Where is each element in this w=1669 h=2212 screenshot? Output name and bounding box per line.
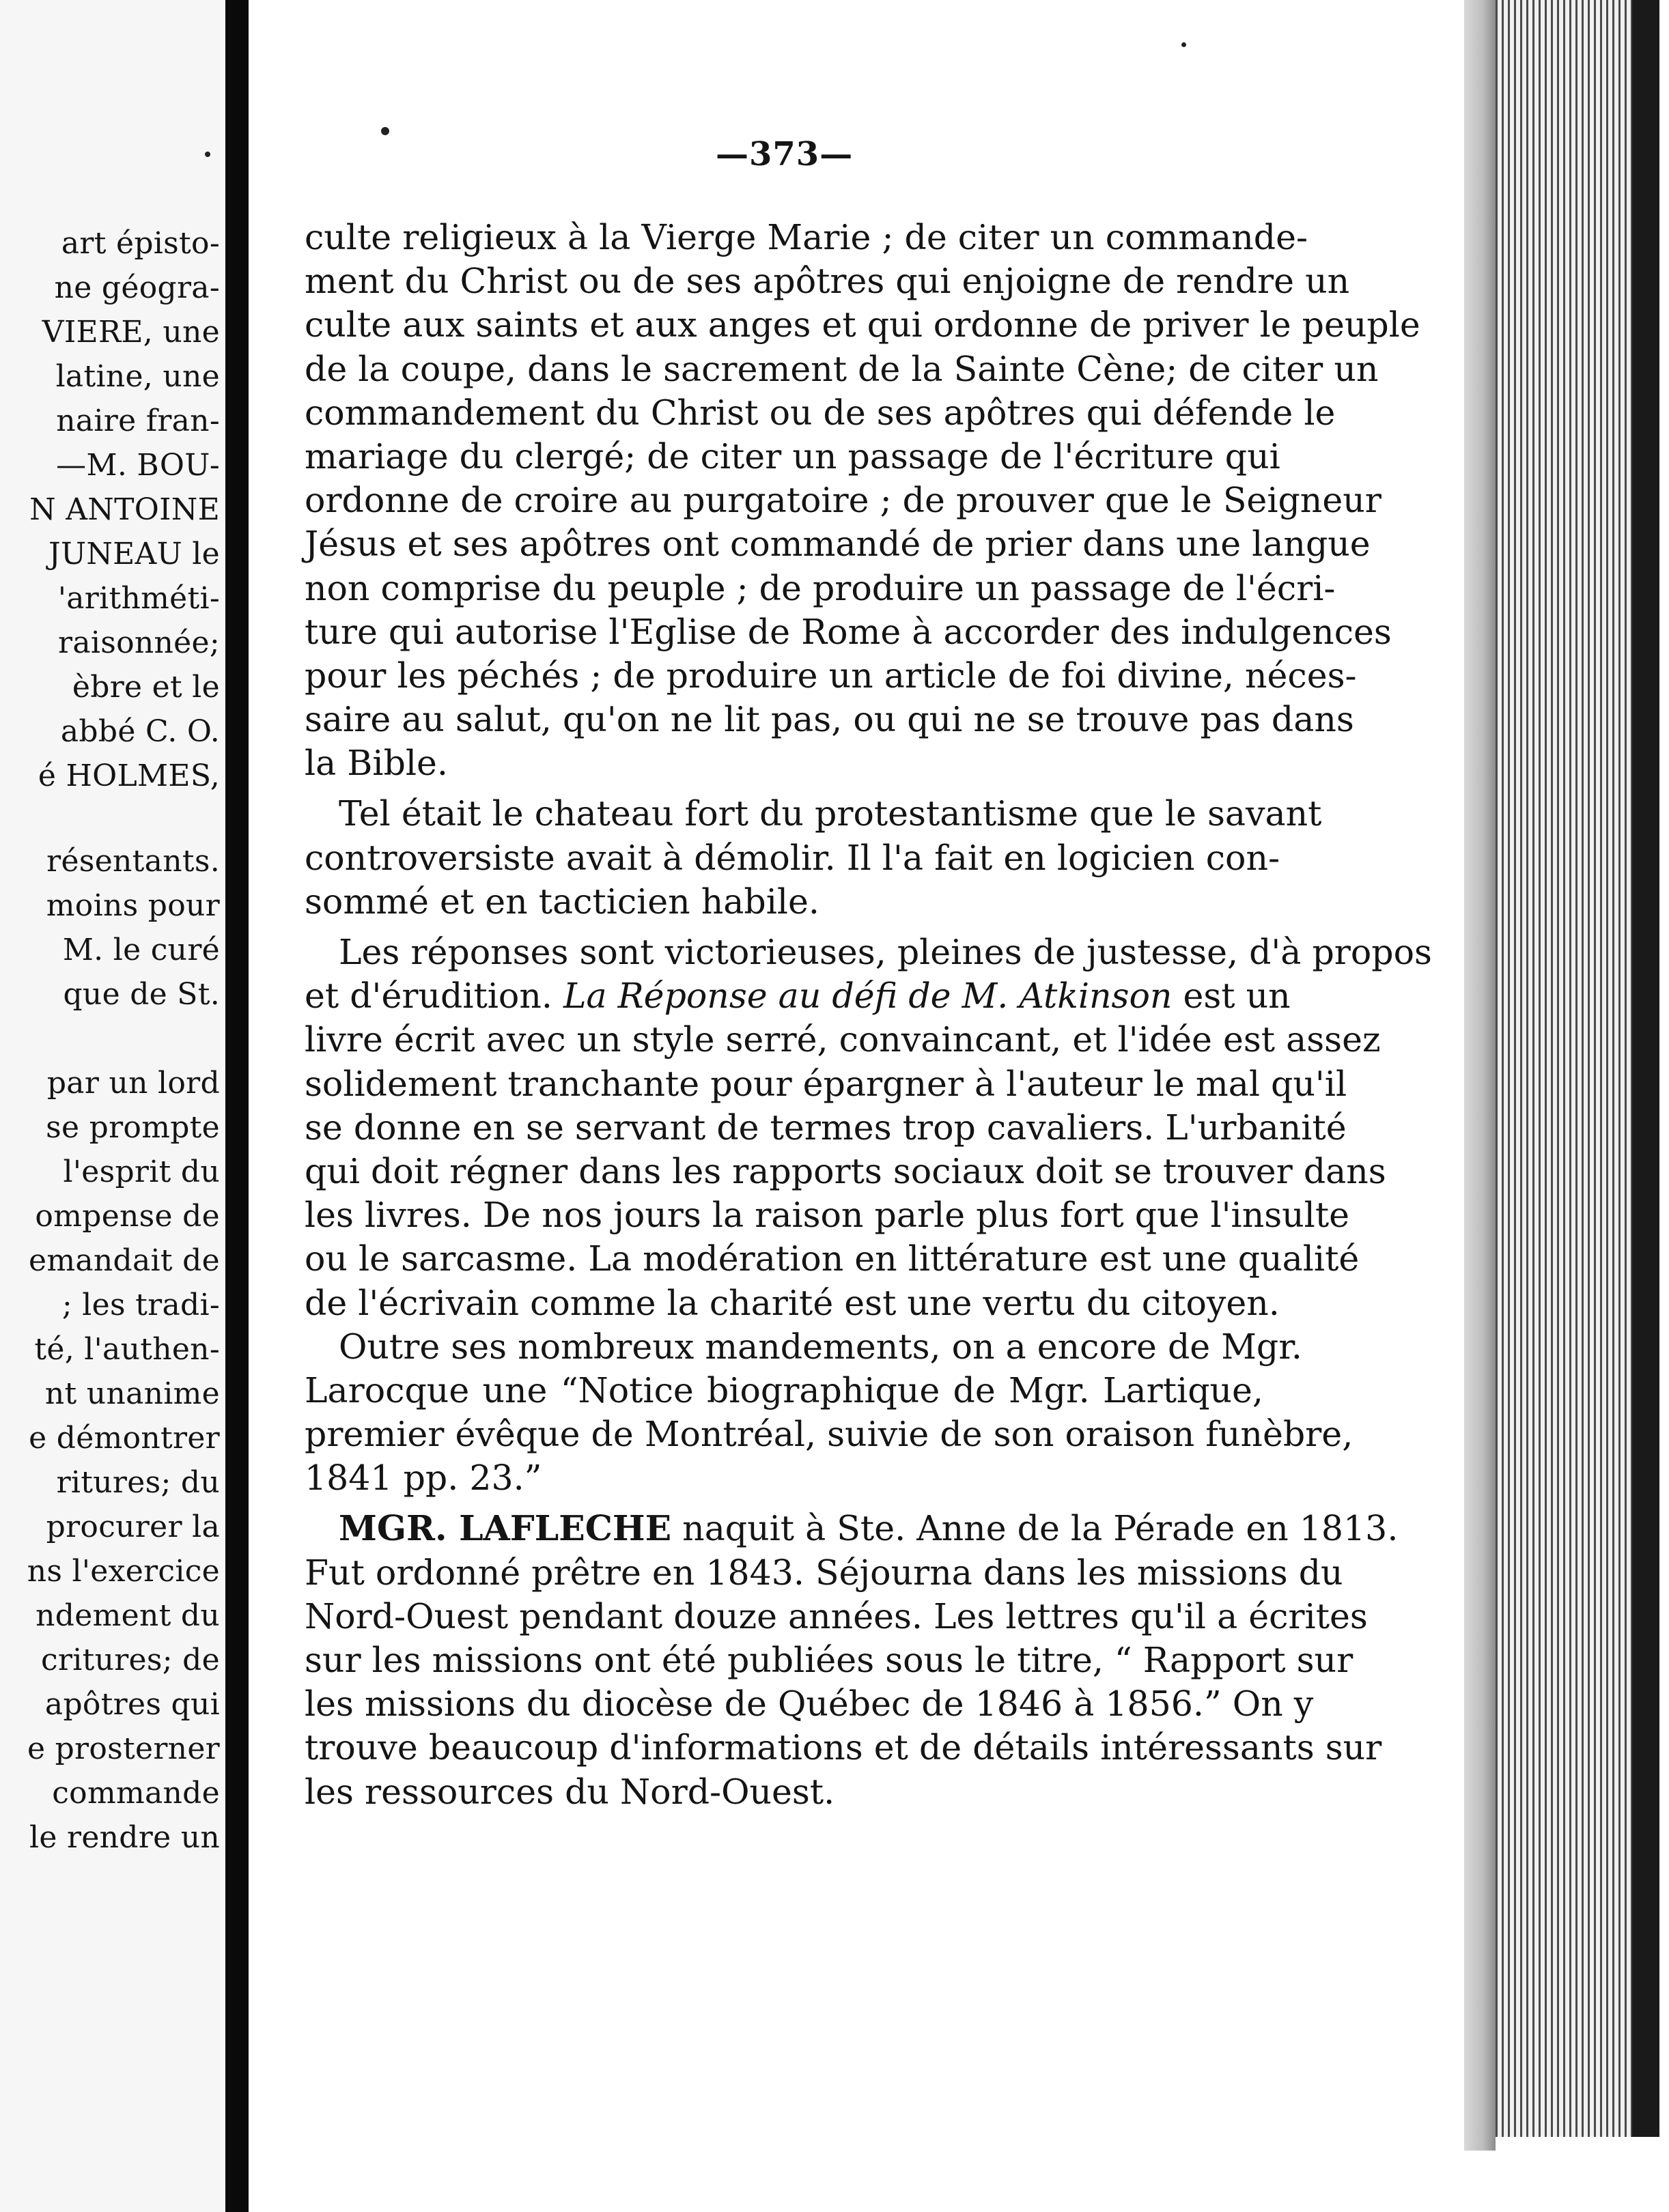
text-line-with-name: MGR. LAFLECHE naquit à Ste. Anne de la Pérade en 1813. xyxy=(339,1508,1399,1549)
ink-speck xyxy=(381,127,389,135)
ink-speck xyxy=(1181,42,1186,47)
facing-page-line: JUNEAU le xyxy=(48,537,220,571)
text-line: les ressources du Nord-Ouest. xyxy=(305,1771,835,1812)
book-gutter xyxy=(225,0,249,2212)
text-line: mariage du clergé; de citer un passage de l'écriture qui xyxy=(305,436,1280,477)
text-line: ture qui autorise l'Eglise de Rome à accorder des indulgences xyxy=(305,611,1392,652)
text-line: Jésus et ses apôtres ont commandé de prier dans une langue xyxy=(305,524,1371,565)
facing-page-line: se prompte xyxy=(46,1110,220,1145)
page-edges xyxy=(1464,0,1669,2212)
facing-page-line: nt unanime xyxy=(44,1376,220,1411)
facing-page-line: raisonnée; xyxy=(58,625,220,660)
text-line: culte aux saints et aux anges et qui ordonne de priver le peuple xyxy=(305,304,1420,345)
facing-page-line: 'arithméti- xyxy=(57,581,220,616)
paragraph-2 xyxy=(305,792,1322,924)
text-line: commandement du Christ ou de ses apôtres qui défende le xyxy=(305,392,1336,433)
text-line: 1841 pp. 23.” xyxy=(305,1458,542,1499)
text-line: ment du Christ ou de ses apôtres qui enjoigne de rendre un xyxy=(305,261,1350,302)
text-line: Nord-Ouest pendant douze années. Les lettres qu'il a écrites xyxy=(305,1596,1368,1636)
facing-page-line: commande xyxy=(52,1776,220,1811)
facing-page-line: abbé C. O. xyxy=(60,714,220,749)
text-line: Outre ses nombreux mandements, on a encore de Mgr. xyxy=(339,1326,1302,1367)
facing-page-line: ne géogra- xyxy=(54,270,220,305)
text-line: Les réponses sont victorieuses, pleines de justesse, d'à propos xyxy=(339,932,1432,972)
facing-page-line: emandait de xyxy=(29,1243,220,1278)
facing-page-line: èbre et le xyxy=(72,670,220,705)
text-line: premier évêque de Montréal, suivie de son oraison funèbre, xyxy=(305,1414,1354,1455)
text-line: se donne en se servant de termes trop cavaliers. L'urbanité xyxy=(305,1107,1347,1148)
page-number: —373— xyxy=(716,135,854,173)
text-line: pour les péchés ; de produire un article de foi divine, néces- xyxy=(305,655,1357,696)
text-line: saire au salut, qu'on ne lit pas, ou qui ne se trouve pas dans xyxy=(305,699,1354,740)
paragraph-5 xyxy=(305,1507,1399,1813)
facing-page-line: apôtres qui xyxy=(44,1687,220,1722)
text-line: sommé et en tacticien habile. xyxy=(305,881,819,922)
text-line: livre écrit avec un style serré, convaincant, et l'idée est assez xyxy=(305,1019,1381,1060)
facing-page-line: ompense de xyxy=(35,1199,220,1234)
facing-page-line: ndement du xyxy=(36,1598,220,1633)
facing-page-line: ns l'exercice xyxy=(27,1554,220,1589)
book-title: La Réponse au défi de M. Atkinson xyxy=(563,976,1173,1017)
text-line: les missions du diocèse de Québec de 1846 à 1856.” On y xyxy=(305,1684,1314,1725)
text-line: les livres. De nos jours la raison parle plus fort que l'insulte xyxy=(305,1195,1349,1236)
facing-page-line: ritures; du xyxy=(56,1465,220,1500)
facing-page-line: procurer la xyxy=(46,1509,220,1544)
paragraph-4 xyxy=(305,1325,1354,1501)
facing-page-line: le rendre un xyxy=(29,1820,220,1855)
text-line-with-title: et d'érudition. La Réponse au défi de M. Atkinson est un xyxy=(305,976,1291,1017)
text-line: Tel était le chateau fort du protestantisme que le savant xyxy=(339,793,1322,834)
facing-page-fragment xyxy=(0,0,225,2212)
facing-page-line: moins pour xyxy=(46,888,220,923)
facing-page-line: l'esprit du xyxy=(63,1154,220,1189)
text-line: ordonne de croire au purgatoire ; de prouver que le Seigneur xyxy=(305,480,1382,521)
paragraph-1 xyxy=(305,216,1420,785)
text-line: Larocque une “Notice biographique de Mgr. Lartique, xyxy=(305,1370,1263,1410)
text-line: Fut ordonné prêtre en 1843. Séjourna dans les missions du xyxy=(305,1552,1343,1593)
text-line: culte religieux à la Vierge Marie ; de citer un commande- xyxy=(305,217,1308,257)
facing-page-line: e prosterner xyxy=(27,1731,220,1766)
text-line: trouve beaucoup d'informations et de détails intéressants sur xyxy=(305,1727,1382,1768)
text-line: la Bible. xyxy=(305,743,448,784)
page-text xyxy=(305,216,1432,1814)
facing-page-line: par un lord xyxy=(46,1066,220,1101)
facing-page-line: —M. BOU- xyxy=(56,448,220,483)
facing-page-line: VIERE, une xyxy=(42,315,220,350)
text-line: solidement tranchante pour épargner à l'auteur le mal qu'il xyxy=(305,1063,1347,1104)
facing-page-line: que de St. xyxy=(63,977,220,1012)
facing-page-line: e démontrer xyxy=(29,1421,220,1456)
text-line: controversiste avait à démolir. Il l'a fait en logicien con- xyxy=(305,837,1280,878)
facing-page-line: art épisto- xyxy=(61,226,220,261)
ink-speck xyxy=(205,152,210,157)
text-line: non comprise du peuple ; de produire un passage de l'écri- xyxy=(305,567,1336,608)
text-line: qui doit régner dans les rapports sociaux doit se trouver dans xyxy=(305,1150,1386,1191)
facing-page-line: critures; de xyxy=(40,1643,220,1677)
text-line: ou le sarcasme. La modération en littérature est une qualité xyxy=(305,1238,1360,1279)
facing-page-line: M. le curé xyxy=(62,933,220,967)
person-name: MGR. LAFLECHE xyxy=(339,1508,672,1549)
facing-page-line: latine, une xyxy=(55,359,220,394)
text-line: de l'écrivain comme la charité est une vertu du citoyen. xyxy=(305,1282,1280,1323)
facing-page-line: naire fran- xyxy=(56,403,220,438)
facing-page-line: N ANTOINE xyxy=(29,492,220,527)
facing-page-line: résentants. xyxy=(46,844,220,879)
facing-page-line: ; les tradi- xyxy=(61,1288,220,1322)
facing-page-line: té, l'authen- xyxy=(34,1332,220,1367)
text-line: sur les missions ont été publiées sous le titre, “ Rapport sur xyxy=(305,1640,1354,1680)
paragraph-3 xyxy=(305,931,1432,1325)
text-line: de la coupe, dans le sacrement de la Sainte Cène; de citer un xyxy=(305,348,1379,389)
facing-page-line: é HOLMES, xyxy=(38,758,220,793)
